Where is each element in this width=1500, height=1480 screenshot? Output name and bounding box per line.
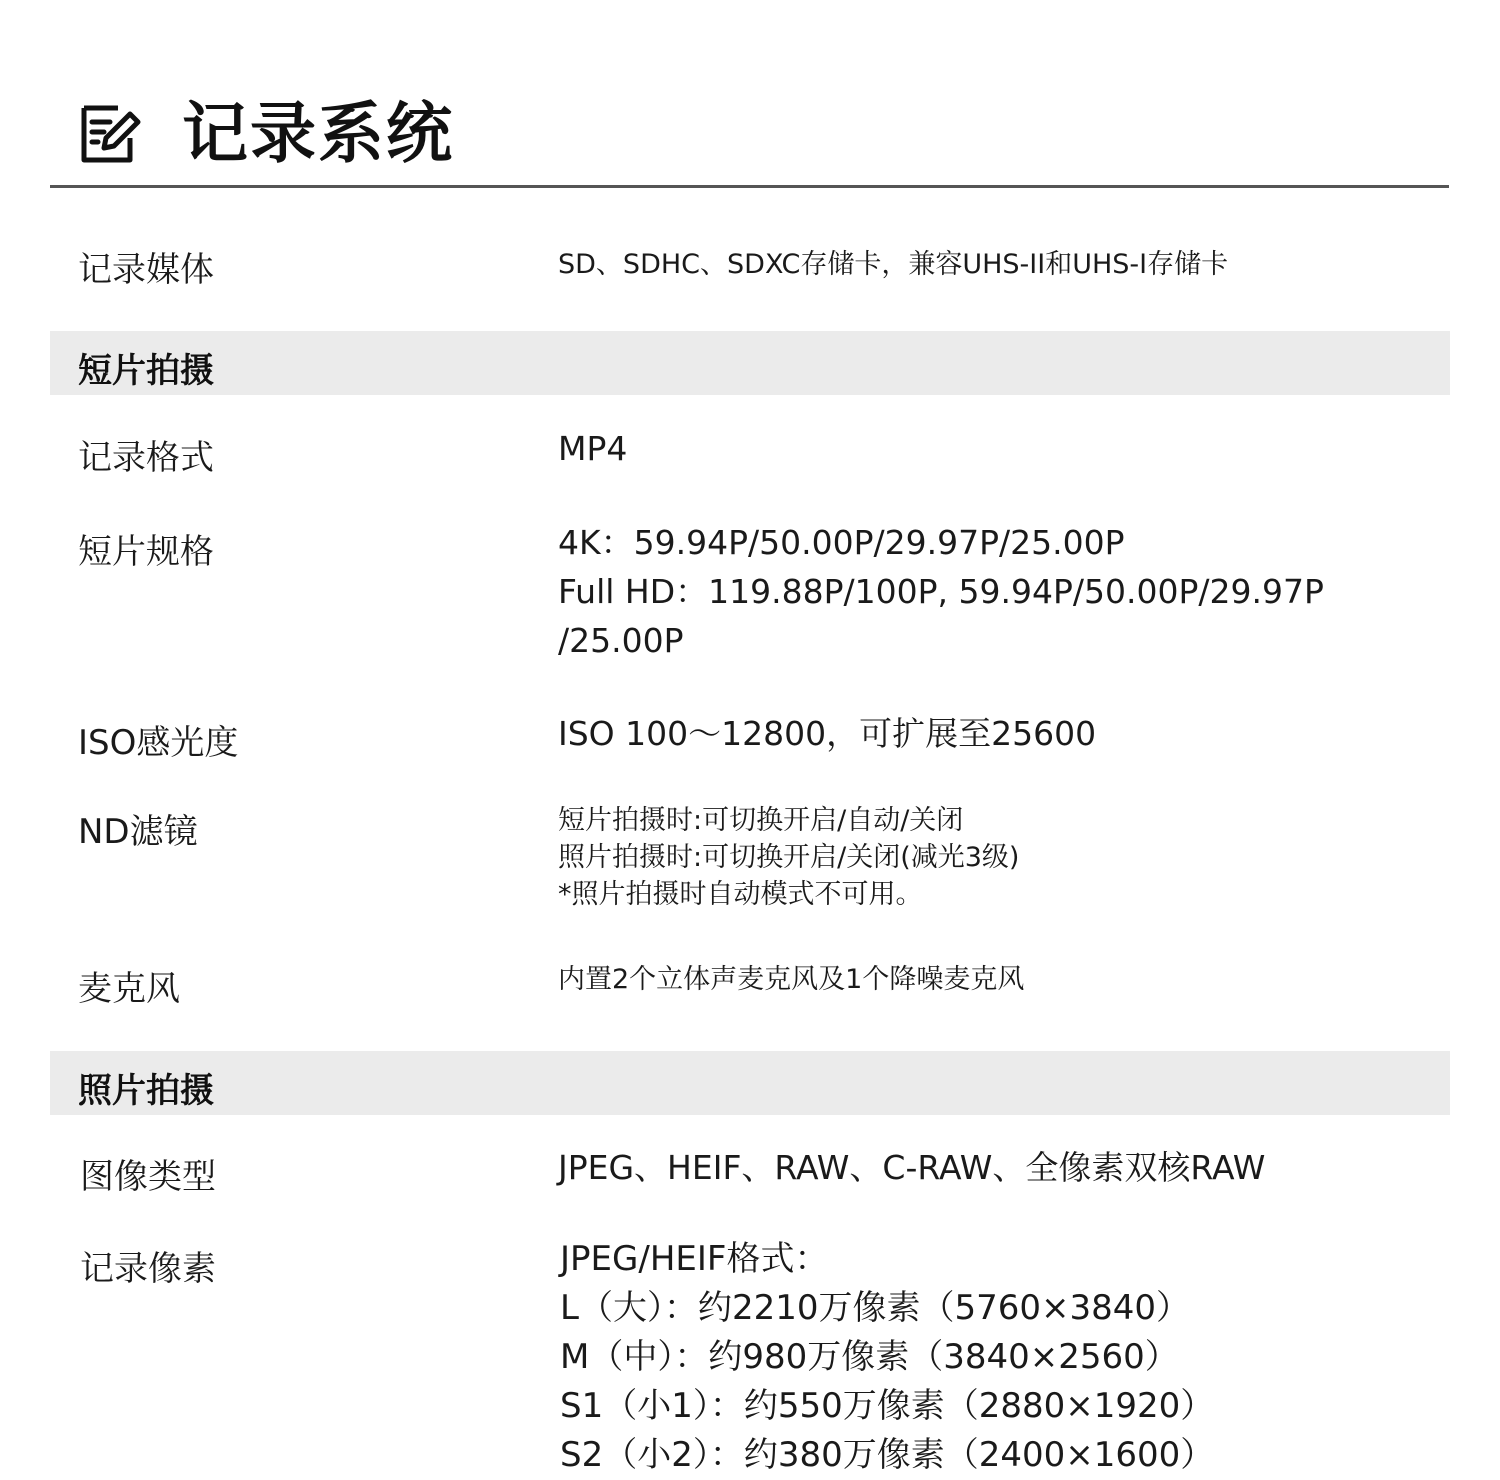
spec-value-line: Full HD：119.88P/100P, 59.94P/50.00P/29.97P — [558, 572, 1324, 611]
spec-label: ND滤镜 — [78, 812, 198, 852]
spec-value — [558, 802, 1019, 913]
spec-value: JPEG、HEIF、RAW、C-RAW、全像素双核RAW — [558, 1148, 1266, 1187]
spec-value-line: S1（小1）：约550万像素（2880×1920） — [560, 1386, 1215, 1426]
spec-value — [560, 1235, 1214, 1480]
spec-value-line: L（大）：约2210万像素（5760×3840） — [560, 1288, 1191, 1328]
spec-value-line: JPEG/HEIF格式： — [560, 1239, 829, 1279]
edit-document-icon — [78, 102, 142, 166]
spec-value-line: S2（小2）：约380万像素（2400×1600） — [560, 1435, 1215, 1475]
spec-value-line: M（中）：约980万像素（3840×2560） — [560, 1337, 1179, 1377]
spec-label: 记录像素 — [80, 1249, 216, 1289]
spec-label: 记录格式 — [78, 438, 214, 478]
spec-label: 记录媒体 — [78, 250, 214, 290]
section-header-movie — [50, 331, 1450, 395]
spec-value: SD、SDHC、SDXC存储卡，兼容UHS-II和UHS-I存储卡 — [558, 249, 1229, 280]
spec-label: 短片规格 — [78, 532, 214, 572]
spec-value-line: 照片拍摄时:可切换开启/关闭(减光3级) — [558, 842, 1020, 873]
spec-label: 麦克风 — [78, 969, 180, 1009]
section-title: 短片拍摄 — [78, 351, 214, 391]
spec-value-line: 短片拍摄时:可切换开启/自动/关闭 — [558, 805, 964, 836]
section-title: 照片拍摄 — [78, 1071, 214, 1111]
spec-value: MP4 — [558, 429, 628, 468]
spec-label: ISO感光度 — [78, 723, 239, 763]
spec-value: ISO 100～12800，可扩展至25600 — [558, 714, 1097, 753]
page-title: 记录系统 — [182, 95, 454, 172]
page-header — [78, 96, 454, 172]
spec-value-line: 4K：59.94P/50.00P/29.97P/25.00P — [558, 523, 1125, 562]
spec-value: 内置2个立体声麦克风及1个降噪麦克风 — [558, 964, 1025, 995]
spec-value — [558, 518, 1324, 665]
spec-value-line: /25.00P — [558, 621, 684, 660]
section-header-photo — [50, 1051, 1450, 1115]
spec-value-line: *照片拍摄时自动模式不可用。 — [558, 879, 923, 910]
spec-label: 图像类型 — [80, 1157, 216, 1197]
header-divider — [50, 185, 1449, 188]
